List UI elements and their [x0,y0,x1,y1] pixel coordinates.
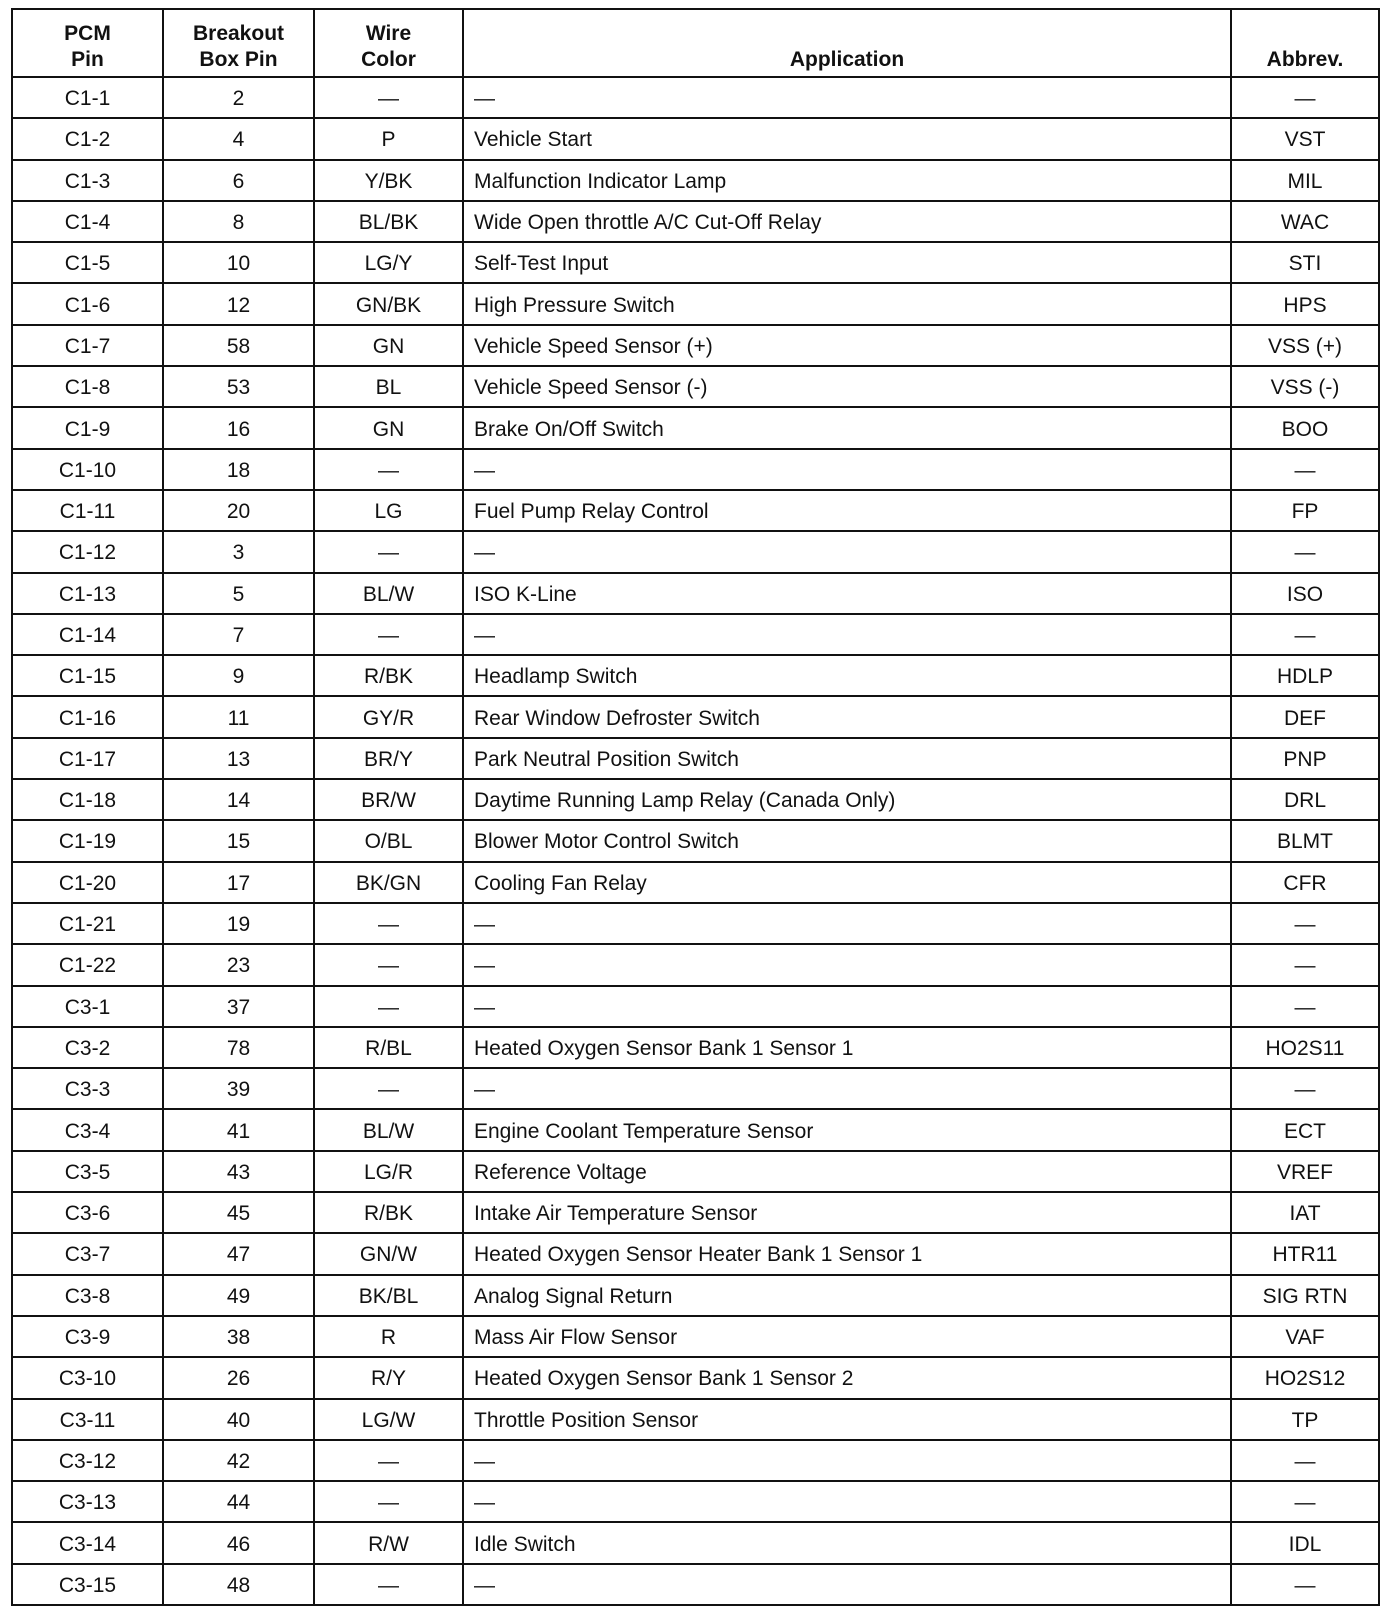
header-pcm-pin-line-1: PCM [64,22,111,45]
cell-breakout-pin: 45 [163,1192,314,1233]
cell-application: Vehicle Start [463,118,1231,159]
cell-pcm-pin: C1-1 [12,77,163,118]
table-row [12,655,1379,696]
cell-abbrev: — [1231,1068,1379,1109]
cell-abbrev: IDL [1231,1522,1379,1563]
cell-breakout-pin: 7 [163,614,314,655]
cell-application: Headlamp Switch [463,655,1231,696]
cell-breakout-pin: 49 [163,1275,314,1316]
table-row [12,738,1379,779]
cell-abbrev: HPS [1231,283,1379,324]
table-row [12,1399,1379,1440]
cell-breakout-pin: 8 [163,201,314,242]
table-row [12,1068,1379,1109]
table-row [12,986,1379,1027]
table-row [12,614,1379,655]
cell-breakout-pin: 17 [163,862,314,903]
cell-wire-color: GY/R [314,696,463,737]
header-abbrev [1231,9,1379,77]
cell-wire-color: — [314,944,463,985]
cell-pcm-pin: C3-5 [12,1151,163,1192]
cell-application: Intake Air Temperature Sensor [463,1192,1231,1233]
cell-wire-color: LG/Y [314,242,463,283]
cell-wire-color: R/BK [314,1192,463,1233]
cell-application: Engine Coolant Temperature Sensor [463,1109,1231,1150]
cell-application: — [463,1564,1231,1605]
cell-wire-color: R/BL [314,1027,463,1068]
cell-pcm-pin: C3-13 [12,1481,163,1522]
cell-application: Heated Oxygen Sensor Heater Bank 1 Sensor 1 [463,1233,1231,1274]
cell-application: Reference Voltage [463,1151,1231,1192]
cell-breakout-pin: 6 [163,160,314,201]
cell-wire-color: GN/W [314,1233,463,1274]
cell-wire-color: LG [314,490,463,531]
cell-application: Vehicle Speed Sensor (-) [463,366,1231,407]
table-row [12,1357,1379,1398]
cell-abbrev: IAT [1231,1192,1379,1233]
cell-wire-color: — [314,1481,463,1522]
cell-application: — [463,449,1231,490]
cell-abbrev: ISO [1231,573,1379,614]
cell-breakout-pin: 16 [163,407,314,448]
cell-abbrev: BLMT [1231,820,1379,861]
cell-pcm-pin: C1-11 [12,490,163,531]
cell-wire-color: O/BL [314,820,463,861]
cell-application: Throttle Position Sensor [463,1399,1231,1440]
table-row [12,1109,1379,1150]
cell-breakout-pin: 58 [163,325,314,366]
table-row [12,1564,1379,1605]
cell-breakout-pin: 3 [163,531,314,572]
table-row [12,325,1379,366]
cell-abbrev: — [1231,531,1379,572]
cell-pcm-pin: C1-16 [12,696,163,737]
cell-abbrev: — [1231,77,1379,118]
table-body [12,77,1379,1605]
header-pcm-pin-line-2: Pin [71,48,104,71]
cell-breakout-pin: 11 [163,696,314,737]
cell-application: Self-Test Input [463,242,1231,283]
cell-abbrev: WAC [1231,201,1379,242]
cell-breakout-pin: 14 [163,779,314,820]
cell-wire-color: R/Y [314,1357,463,1398]
table-row [12,1316,1379,1357]
cell-wire-color: BK/GN [314,862,463,903]
cell-pcm-pin: C3-2 [12,1027,163,1068]
cell-wire-color: — [314,1068,463,1109]
cell-breakout-pin: 46 [163,1522,314,1563]
cell-pcm-pin: C3-3 [12,1068,163,1109]
cell-breakout-pin: 19 [163,903,314,944]
cell-breakout-pin: 26 [163,1357,314,1398]
cell-breakout-pin: 41 [163,1109,314,1150]
pcm-pin-table [11,8,1380,1606]
cell-pcm-pin: C1-18 [12,779,163,820]
table-row [12,1440,1379,1481]
cell-breakout-pin: 37 [163,986,314,1027]
cell-breakout-pin: 78 [163,1027,314,1068]
cell-wire-color: — [314,614,463,655]
cell-wire-color: BR/W [314,779,463,820]
cell-abbrev: CFR [1231,862,1379,903]
table-row [12,903,1379,944]
cell-abbrev: VAF [1231,1316,1379,1357]
cell-abbrev: BOO [1231,407,1379,448]
cell-abbrev: — [1231,944,1379,985]
cell-pcm-pin: C1-6 [12,283,163,324]
cell-breakout-pin: 13 [163,738,314,779]
table-row [12,201,1379,242]
cell-pcm-pin: C3-6 [12,1192,163,1233]
cell-breakout-pin: 42 [163,1440,314,1481]
cell-wire-color: — [314,531,463,572]
cell-breakout-pin: 44 [163,1481,314,1522]
cell-wire-color: GN/BK [314,283,463,324]
cell-pcm-pin: C1-17 [12,738,163,779]
table-row [12,573,1379,614]
cell-pcm-pin: C3-12 [12,1440,163,1481]
header-breakout-box-pin-line-2: Box Pin [199,48,278,71]
cell-breakout-pin: 38 [163,1316,314,1357]
cell-application: Heated Oxygen Sensor Bank 1 Sensor 2 [463,1357,1231,1398]
cell-application: Vehicle Speed Sensor (+) [463,325,1231,366]
cell-breakout-pin: 23 [163,944,314,985]
cell-pcm-pin: C1-2 [12,118,163,159]
cell-application: Daytime Running Lamp Relay (Canada Only) [463,779,1231,820]
cell-pcm-pin: C1-3 [12,160,163,201]
table-row [12,1027,1379,1068]
cell-breakout-pin: 9 [163,655,314,696]
table-row [12,242,1379,283]
cell-pcm-pin: C1-4 [12,201,163,242]
cell-pcm-pin: C3-14 [12,1522,163,1563]
cell-application: ISO K-Line [463,573,1231,614]
cell-abbrev: ECT [1231,1109,1379,1150]
table-row [12,696,1379,737]
cell-application: — [463,614,1231,655]
cell-application: Brake On/Off Switch [463,407,1231,448]
cell-pcm-pin: C3-9 [12,1316,163,1357]
cell-wire-color: BL/W [314,573,463,614]
cell-wire-color: — [314,903,463,944]
cell-wire-color: — [314,986,463,1027]
cell-abbrev: — [1231,1564,1379,1605]
cell-breakout-pin: 40 [163,1399,314,1440]
cell-wire-color: BR/Y [314,738,463,779]
cell-abbrev: — [1231,903,1379,944]
table-row [12,77,1379,118]
cell-pcm-pin: C3-4 [12,1109,163,1150]
cell-application: — [463,531,1231,572]
cell-application: — [463,1440,1231,1481]
table-row [12,862,1379,903]
cell-pcm-pin: C1-12 [12,531,163,572]
table-row [12,1522,1379,1563]
cell-breakout-pin: 39 [163,1068,314,1109]
table-row [12,118,1379,159]
cell-pcm-pin: C3-7 [12,1233,163,1274]
cell-abbrev: — [1231,614,1379,655]
cell-abbrev: HO2S12 [1231,1357,1379,1398]
cell-breakout-pin: 12 [163,283,314,324]
cell-wire-color: LG/W [314,1399,463,1440]
header-wire-color [314,9,463,77]
cell-pcm-pin: C1-14 [12,614,163,655]
cell-abbrev: VSS (+) [1231,325,1379,366]
cell-abbrev: DEF [1231,696,1379,737]
cell-abbrev: — [1231,986,1379,1027]
cell-abbrev: SIG RTN [1231,1275,1379,1316]
header-breakout-box-pin-line-1: Breakout [192,22,285,45]
cell-application: Park Neutral Position Switch [463,738,1231,779]
header-abbrev-label: Abbrev. [1266,48,1344,71]
cell-application: Heated Oxygen Sensor Bank 1 Sensor 1 [463,1027,1231,1068]
cell-application: — [463,944,1231,985]
cell-abbrev: VSS (-) [1231,366,1379,407]
cell-application: — [463,1481,1231,1522]
cell-pcm-pin: C3-11 [12,1399,163,1440]
header-pcm-pin [12,9,163,77]
cell-application: Fuel Pump Relay Control [463,490,1231,531]
cell-abbrev: HO2S11 [1231,1027,1379,1068]
cell-application: — [463,903,1231,944]
table-row [12,944,1379,985]
table-row [12,283,1379,324]
table-header-row [12,9,1379,77]
cell-breakout-pin: 5 [163,573,314,614]
cell-application: — [463,1068,1231,1109]
cell-pcm-pin: C3-10 [12,1357,163,1398]
cell-breakout-pin: 53 [163,366,314,407]
cell-pcm-pin: C1-9 [12,407,163,448]
cell-wire-color: GN [314,325,463,366]
cell-application: Mass Air Flow Sensor [463,1316,1231,1357]
cell-wire-color: — [314,1440,463,1481]
cell-wire-color: R [314,1316,463,1357]
table-row [12,160,1379,201]
cell-abbrev: — [1231,449,1379,490]
cell-wire-color: BL [314,366,463,407]
cell-abbrev: TP [1231,1399,1379,1440]
cell-wire-color: P [314,118,463,159]
cell-application: Wide Open throttle A/C Cut-Off Relay [463,201,1231,242]
cell-wire-color: GN [314,407,463,448]
table-row [12,1481,1379,1522]
cell-pcm-pin: C3-1 [12,986,163,1027]
cell-wire-color: BL/BK [314,201,463,242]
header-breakout-box-pin [163,9,314,77]
cell-application: — [463,986,1231,1027]
cell-breakout-pin: 10 [163,242,314,283]
header-application-label: Application [789,48,905,71]
cell-pcm-pin: C1-10 [12,449,163,490]
table-row [12,449,1379,490]
cell-wire-color: R/BK [314,655,463,696]
cell-pcm-pin: C1-20 [12,862,163,903]
cell-breakout-pin: 18 [163,449,314,490]
cell-application: Analog Signal Return [463,1275,1231,1316]
cell-breakout-pin: 4 [163,118,314,159]
table-row [12,490,1379,531]
cell-pcm-pin: C1-5 [12,242,163,283]
cell-wire-color: LG/R [314,1151,463,1192]
cell-abbrev: MIL [1231,160,1379,201]
cell-pcm-pin: C1-22 [12,944,163,985]
table-row [12,366,1379,407]
table-row [12,820,1379,861]
cell-breakout-pin: 20 [163,490,314,531]
cell-application: Malfunction Indicator Lamp [463,160,1231,201]
cell-pcm-pin: C1-19 [12,820,163,861]
cell-application: Blower Motor Control Switch [463,820,1231,861]
table-row [12,1233,1379,1274]
cell-abbrev: — [1231,1481,1379,1522]
cell-wire-color: — [314,449,463,490]
cell-application: Idle Switch [463,1522,1231,1563]
cell-application: High Pressure Switch [463,283,1231,324]
cell-abbrev: FP [1231,490,1379,531]
header-wire-color-line-1: Wire [365,22,412,45]
cell-abbrev: VST [1231,118,1379,159]
cell-application: Rear Window Defroster Switch [463,696,1231,737]
cell-wire-color: R/W [314,1522,463,1563]
cell-wire-color: — [314,1564,463,1605]
cell-pcm-pin: C1-7 [12,325,163,366]
cell-pcm-pin: C1-13 [12,573,163,614]
cell-abbrev: HDLP [1231,655,1379,696]
cell-abbrev: VREF [1231,1151,1379,1192]
cell-pcm-pin: C1-8 [12,366,163,407]
cell-abbrev: DRL [1231,779,1379,820]
header-application [463,9,1231,77]
table-row [12,407,1379,448]
cell-breakout-pin: 15 [163,820,314,861]
cell-abbrev: — [1231,1440,1379,1481]
cell-application: Cooling Fan Relay [463,862,1231,903]
table-row [12,1151,1379,1192]
cell-application: — [463,77,1231,118]
cell-abbrev: HTR11 [1231,1233,1379,1274]
table-row [12,779,1379,820]
cell-pcm-pin: C1-15 [12,655,163,696]
table-row [12,1192,1379,1233]
cell-wire-color: — [314,77,463,118]
cell-abbrev: STI [1231,242,1379,283]
header-wire-color-line-2: Color [361,48,416,71]
cell-breakout-pin: 43 [163,1151,314,1192]
cell-pcm-pin: C3-8 [12,1275,163,1316]
cell-pcm-pin: C1-21 [12,903,163,944]
table-row [12,1275,1379,1316]
cell-wire-color: BL/W [314,1109,463,1150]
cell-wire-color: Y/BK [314,160,463,201]
cell-breakout-pin: 47 [163,1233,314,1274]
table-row [12,531,1379,572]
cell-breakout-pin: 48 [163,1564,314,1605]
cell-pcm-pin: C3-15 [12,1564,163,1605]
cell-wire-color: BK/BL [314,1275,463,1316]
cell-abbrev: PNP [1231,738,1379,779]
cell-breakout-pin: 2 [163,77,314,118]
